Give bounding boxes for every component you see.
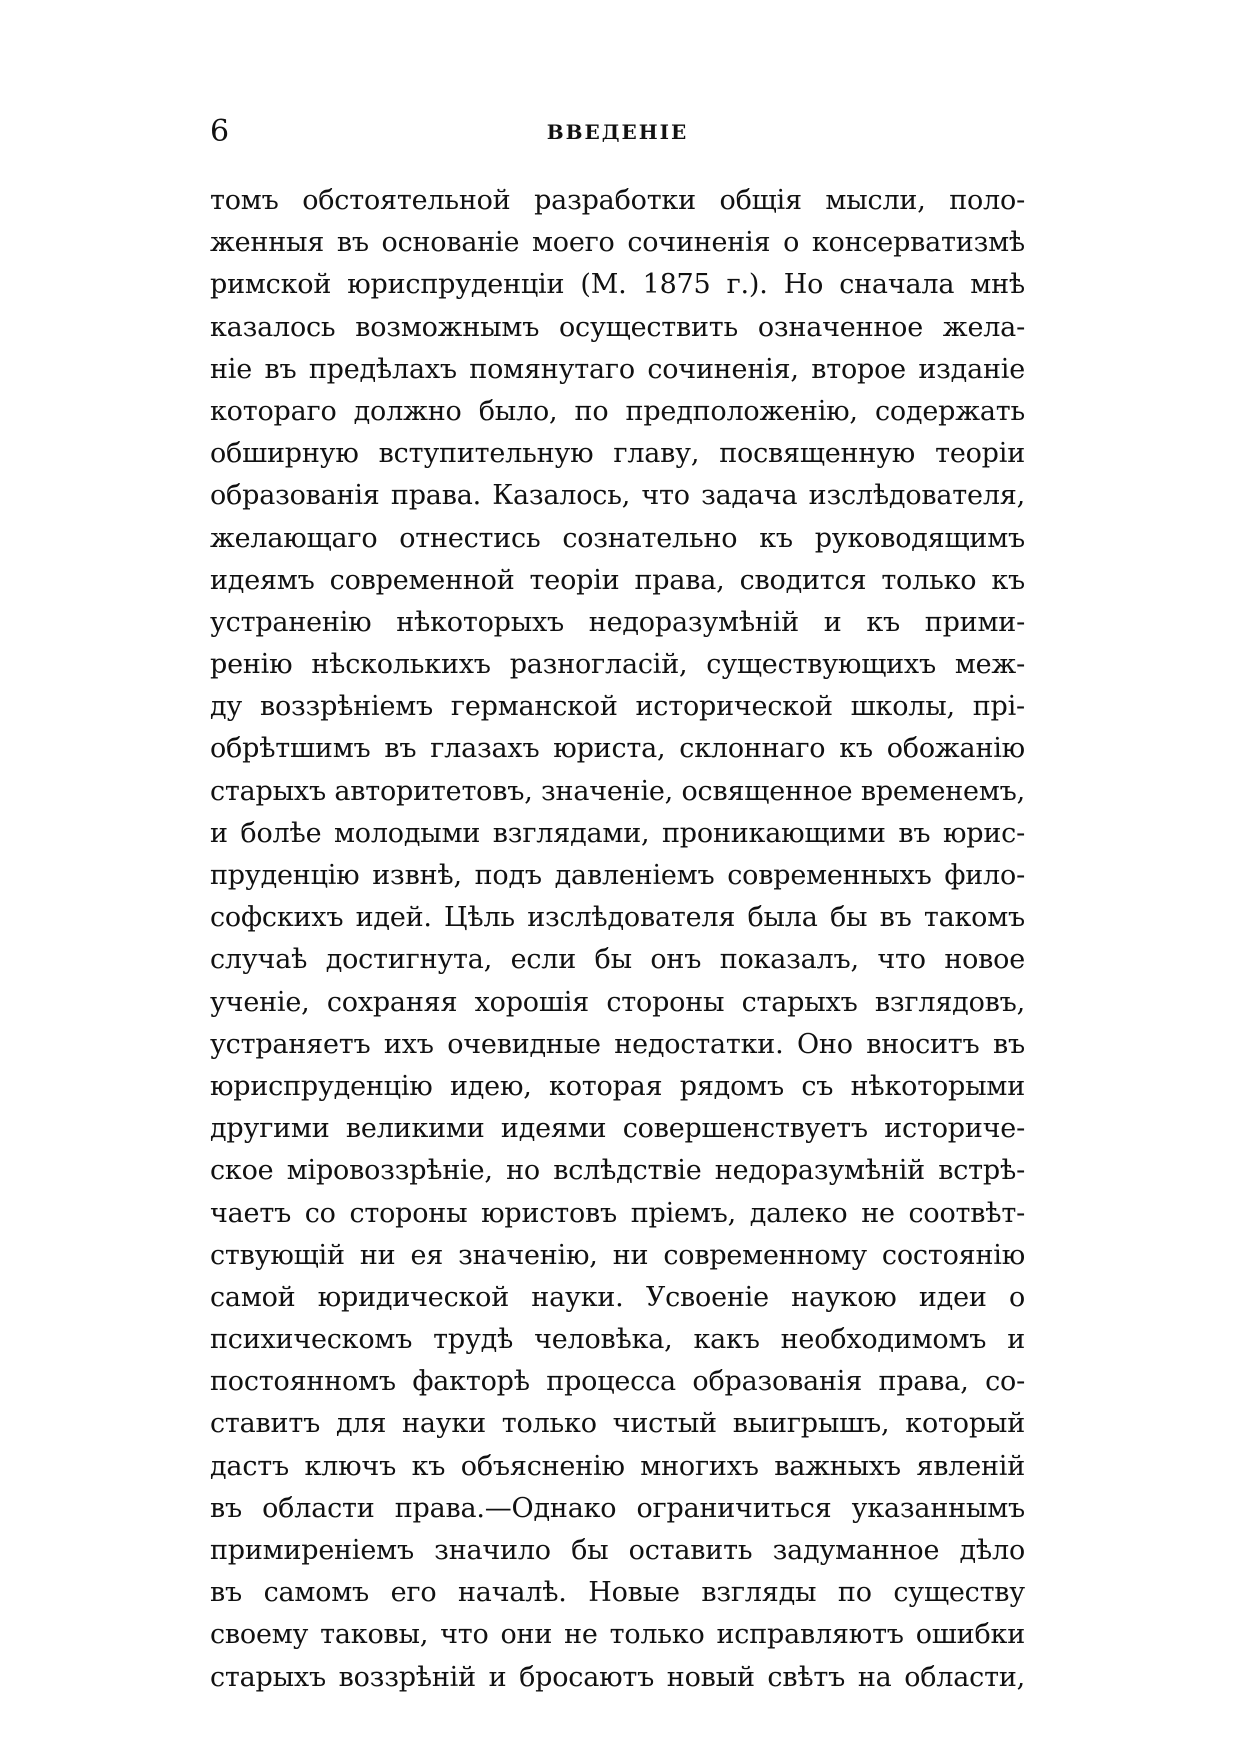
text-line: казалось возможнымъ осуществить означенное жела- xyxy=(210,311,1025,343)
text-line: ніе въ предѣлахъ помянутаго сочиненія, второе изданіе xyxy=(210,353,1025,385)
text-line: софскихъ идей. Цѣль изслѣдователя была бы въ такомъ xyxy=(210,902,1025,934)
text-line: устраненію нѣкоторыхъ недоразумѣній и къ прими- xyxy=(210,606,1025,638)
text-line: устраняетъ ихъ очевидные недостатки. Оно вноситъ въ xyxy=(210,1028,1025,1060)
text-line: и болѣе молодыми взглядами, проникающими въ юрис- xyxy=(210,817,1025,849)
text-line: ствующій ни ея значенію, ни современному состоянію xyxy=(210,1239,1025,1271)
text-line: пруденцію извнѣ, подъ давленіемъ современныхъ фило- xyxy=(210,860,1025,891)
running-head xyxy=(210,112,1025,152)
text-line: психическомъ трудѣ человѣка, какъ необходимомъ и xyxy=(210,1324,1025,1356)
text-line: въ области права.—Однако ограничиться указаннымъ xyxy=(210,1492,1025,1524)
text-line: чаетъ со стороны юристовъ пріемъ, далеко не соотвѣт- xyxy=(210,1197,1025,1229)
text-line: старыхъ воззрѣній и бросаютъ новый свѣтъ на области, xyxy=(210,1661,1025,1693)
text-line: дастъ ключъ къ объясненію многихъ важныхъ явленій xyxy=(210,1450,1025,1482)
text-line: старыхъ авторитетовъ, значеніе, освященное временемъ, xyxy=(210,775,1025,807)
text-line: обрѣтшимъ въ глазахъ юриста, склоннаго къ обожанію xyxy=(210,733,1025,765)
text-line: случаѣ достигнута, если бы онъ показалъ, что новое xyxy=(210,944,1025,976)
text-line: образованія права. Казалось, что задача изслѣдователя, xyxy=(210,480,1025,512)
text-line: женныя въ основаніе моего сочиненія о консерватизмѣ xyxy=(210,227,1025,259)
text-line: ду воззрѣніемъ германской исторической школы, прі- xyxy=(210,691,1025,723)
text-line: томъ обстоятельной разработки общія мысли, поло- xyxy=(210,185,1025,216)
text-line: примиреніемъ значило бы оставить задуманное дѣло xyxy=(210,1535,1025,1566)
text-line: въ самомъ его началѣ. Новые взгляды по существу xyxy=(210,1577,1025,1609)
body-text xyxy=(210,180,1025,1699)
running-title: ВВЕДЕНІЕ xyxy=(546,120,689,144)
text-line: постоянномъ факторѣ процесса образованія права, со- xyxy=(210,1366,1025,1398)
text-line: своему таковы, что они не только исправляютъ ошибки xyxy=(210,1619,1025,1651)
text-line: юриспруденцію идею, которая рядомъ съ нѣкоторыми xyxy=(210,1070,1025,1102)
text-line: котораго должно было, по предположенію, содержать xyxy=(210,395,1025,427)
text-line: ское міровоззрѣніе, но вслѣдствіе недоразумѣній встрѣ- xyxy=(210,1155,1025,1187)
text-line: самой юридической науки. Усвоеніе наукою идеи о xyxy=(210,1281,1025,1313)
text-line: ученіе, сохраняя хорошія стороны старыхъ взглядовъ, xyxy=(210,986,1025,1018)
text-line: ренію нѣсколькихъ разногласій, существующихъ меж- xyxy=(210,649,1025,681)
text-line: желающаго отнестись сознательно къ руководящимъ xyxy=(210,522,1025,554)
text-line: обширную вступительную главу, посвященную теоріи xyxy=(210,438,1025,470)
text-line: римской юриспруденціи (М. 1875 г.). Но сначала мнѣ xyxy=(210,269,1025,301)
text-line: идеямъ современной теоріи права, сводится только къ xyxy=(210,564,1025,596)
text-line: другими великими идеями совершенствуетъ историче- xyxy=(210,1113,1025,1145)
text-line: ставитъ для науки только чистый выигрышъ, который xyxy=(210,1408,1025,1440)
page-number: 6 xyxy=(210,114,230,149)
